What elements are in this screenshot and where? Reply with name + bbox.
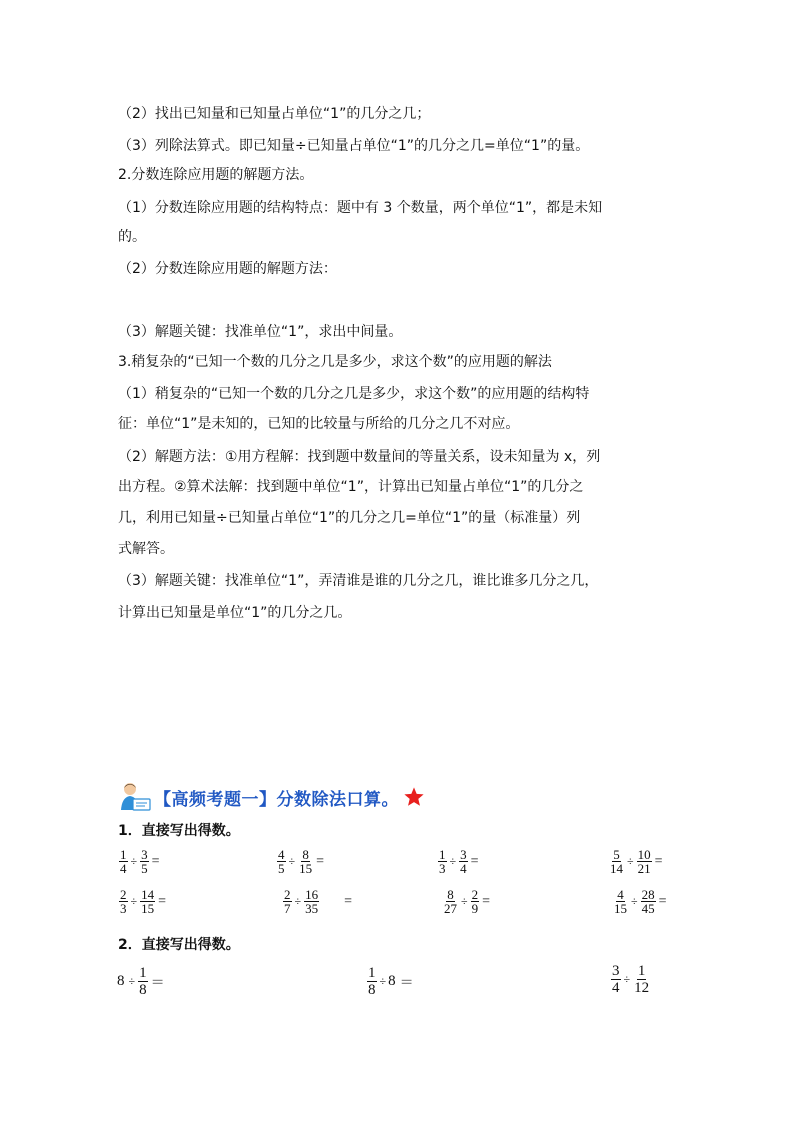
denominator: 21 (637, 861, 651, 876)
numerator: 2 (471, 887, 479, 902)
fraction (613, 888, 628, 915)
fraction (438, 848, 447, 875)
fraction (367, 965, 377, 998)
text-line: （3）列除法算式。即已知量÷已知量占单位“1”的几分之几=单位“1”的量。 (118, 138, 590, 154)
denominator: 14 (610, 861, 623, 876)
text-line: （2）分数连除应用题的解题方法： (118, 261, 337, 277)
star-icon (403, 786, 425, 808)
denominator: 8 (368, 982, 376, 998)
fraction (298, 848, 313, 875)
denominator: 45 (641, 901, 655, 916)
q1-expression (276, 848, 324, 875)
integer: 8 (388, 973, 396, 989)
fraction (283, 888, 292, 915)
q2-expression-2 (366, 965, 414, 998)
text-line: （2）解题方法：①用方程解：找到题中数量间的等量关系，设未知量为 x，列 (118, 449, 601, 465)
fraction (119, 848, 128, 875)
fraction (277, 848, 286, 875)
fraction (140, 848, 149, 875)
denominator: 35 (305, 901, 319, 916)
equals-sign: = (151, 853, 160, 869)
denominator: 5 (141, 861, 148, 876)
text-line: 几，利用已知量÷已知量占单位“1”的几分之几=单位“1”的量（标准量）列 (118, 510, 581, 526)
divide-sign: ÷ (288, 854, 296, 868)
fraction (138, 965, 148, 998)
divide-sign: ÷ (623, 972, 631, 986)
fraction (641, 888, 656, 915)
numerator: 3 (460, 847, 467, 862)
question-2-title: 2．直接写出得数。 (118, 937, 240, 953)
denominator: 15 (299, 861, 313, 876)
numerator: 8 (447, 887, 454, 902)
equals-sign: ＝ (150, 975, 165, 991)
integer: 8 (117, 973, 125, 989)
equals-sign: = (344, 893, 352, 909)
numerator: 1 (139, 965, 147, 981)
denominator: 8 (139, 982, 147, 998)
section-heading (118, 780, 425, 814)
denominator: 15 (614, 901, 627, 916)
text-line: 出方程。②算术法解：找到题中单位“1”，计算出已知量占单位“1”的几分之 (118, 479, 584, 495)
q1-expression (442, 888, 490, 915)
q2-expression-1 (117, 965, 165, 998)
numerator: 3 (612, 963, 620, 979)
numerator: 1 (637, 963, 646, 979)
denominator: 9 (471, 901, 479, 916)
denominator: 7 (284, 901, 291, 916)
q1-expression (118, 848, 160, 875)
text-line: （1）稍复杂的“已知一个数的几分之几是多少，求这个数”的应用题的结构特 (118, 386, 590, 402)
fraction (633, 963, 650, 996)
denominator: 15 (141, 901, 155, 916)
numerator: 16 (305, 887, 319, 902)
q1-expression (437, 848, 479, 875)
equals-sign: = (654, 853, 663, 869)
denominator: 3 (120, 901, 127, 916)
divide-sign: ÷ (130, 894, 138, 908)
equals-sign: ＝ (399, 975, 414, 991)
divide-sign: ÷ (461, 894, 468, 908)
denominator: 4 (612, 980, 620, 996)
numerator: 2 (120, 887, 127, 902)
text-line: （2）找出已知量和已知量占单位“1”的几分之几； (118, 106, 431, 122)
divide-sign: ÷ (627, 854, 634, 868)
numerator: 28 (641, 887, 655, 902)
text-line: 3.稍复杂的“已知一个数的几分之几是多少，求这个数”的应用题的解法 (118, 354, 552, 370)
numerator: 4 (617, 887, 624, 902)
section-title: 【高频考题一】分数除法口算。 (154, 789, 399, 810)
numerator: 2 (284, 887, 291, 902)
denominator: 4 (120, 861, 127, 876)
question-1-title: 1．直接写出得数。 (118, 823, 240, 839)
q1-expression (608, 848, 663, 875)
teacher-icon (118, 780, 152, 814)
numerator: 1 (439, 847, 446, 862)
denominator: 5 (278, 861, 285, 876)
fraction (459, 848, 468, 875)
equals-sign: = (470, 853, 479, 869)
q1-expression (612, 888, 667, 915)
fraction (609, 848, 624, 875)
numerator: 8 (302, 847, 309, 862)
text-line: （3）解题关键：找准单位“1”，求出中间量。 (118, 324, 403, 340)
q1-expression (118, 888, 166, 915)
divide-sign: ÷ (128, 974, 136, 988)
equals-sign: = (658, 893, 667, 909)
numerator: 1 (368, 965, 376, 981)
q2-expression-3 (610, 963, 651, 996)
equals-sign: = (158, 893, 166, 909)
text-line: 的。 (118, 229, 146, 245)
fraction (119, 888, 128, 915)
denominator: 12 (634, 980, 650, 996)
numerator: 10 (637, 847, 651, 862)
text-line: 式解答。 (118, 541, 174, 557)
text-line: 计算出已知量是单位“1”的几分之几。 (118, 605, 352, 621)
denominator: 4 (460, 861, 467, 876)
fraction (443, 888, 458, 915)
text-line: 征：单位“1”是未知的，已知的比较量与所给的几分之几不对应。 (118, 416, 520, 432)
fraction (304, 888, 319, 915)
divide-sign: ÷ (631, 894, 638, 908)
numerator: 4 (278, 847, 285, 862)
text-line: （3）解题关键：找准单位“1”，弄清谁是谁的几分之几，谁比谁多几分之几， (118, 573, 599, 589)
numerator: 5 (613, 847, 620, 862)
fraction (471, 888, 480, 915)
numerator: 1 (120, 847, 127, 862)
denominator: 3 (439, 861, 446, 876)
numerator: 3 (141, 847, 148, 862)
q1-expression (282, 888, 352, 915)
text-line: （1）分数连除应用题的结构特点：题中有 3 个数量，两个单位“1”，都是未知 (118, 200, 603, 216)
equals-sign: = (482, 893, 490, 909)
divide-sign: ÷ (379, 974, 387, 988)
numerator: 14 (141, 887, 155, 902)
text-line: 2.分数连除应用题的解题方法。 (118, 167, 314, 183)
divide-sign: ÷ (130, 854, 138, 868)
fraction (637, 848, 652, 875)
divide-sign: ÷ (449, 854, 457, 868)
divide-sign: ÷ (294, 894, 302, 908)
fraction (140, 888, 155, 915)
fraction (611, 963, 621, 996)
denominator: 27 (444, 901, 457, 916)
equals-sign: = (316, 853, 324, 869)
